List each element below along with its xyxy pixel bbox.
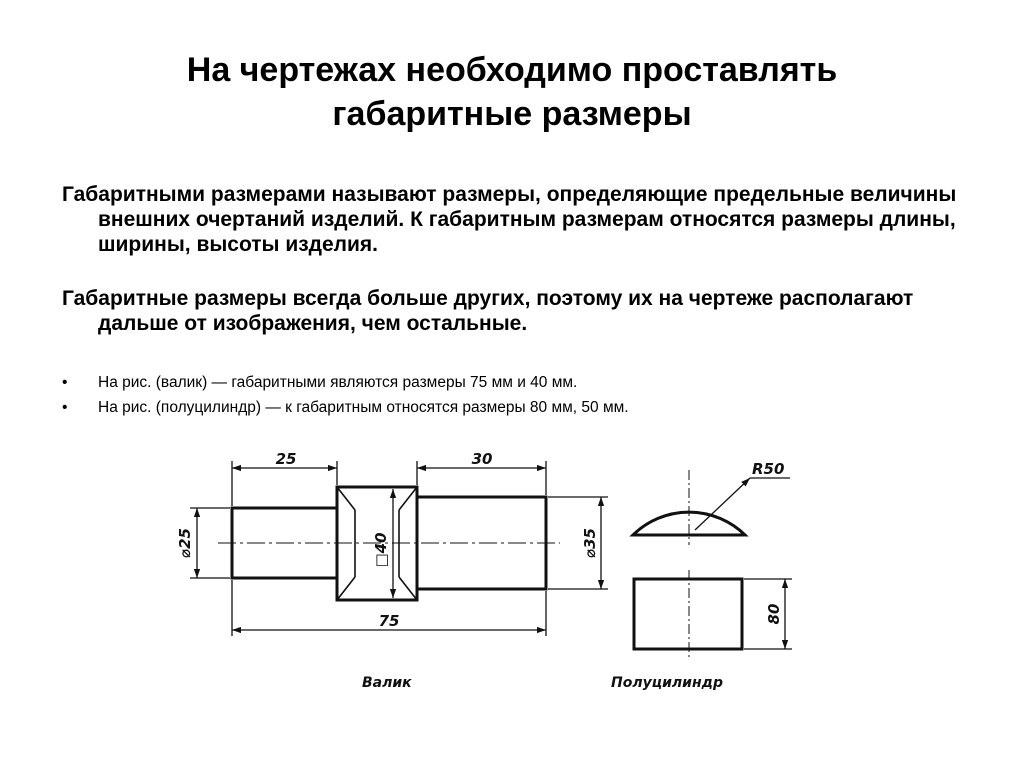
caption-half-cylinder: Полуцилиндр [611, 675, 723, 691]
bullet-text: На рис. (валик) — габаритными являются размеры 75 мм и 40 мм. [98, 374, 578, 391]
label-height: 80 [765, 603, 783, 625]
bullet-marker: • [62, 399, 68, 416]
label-left-length: 25 [275, 450, 297, 468]
label-left-diameter: ⌀25 [176, 528, 194, 558]
bullet-marker: • [62, 374, 68, 391]
label-total-length: 75 [378, 612, 400, 630]
dim-right-diameter [548, 497, 608, 589]
label-radius: R50 [752, 460, 785, 478]
label-square-size: □40 [372, 532, 390, 568]
label-right-diameter: ⌀35 [581, 528, 599, 558]
half-cylinder-drawing [633, 470, 792, 660]
label-right-length: 30 [471, 450, 493, 468]
title-line-2: габаритные размеры [332, 95, 692, 133]
bullet-item [62, 395, 962, 420]
paragraph-definition: Габаритными размерами называют размеры, определяющие предельные величины внешних очертаний изделий. К габаритным размерам относятся размеры длины, ширины, высоты изделия. [62, 183, 957, 256]
slide-title [0, 48, 1024, 136]
bullet-list [62, 370, 962, 420]
technical-drawing [0, 430, 1024, 767]
radius-leader [695, 478, 750, 530]
bullet-item [62, 370, 962, 395]
title-line-1: На чертежах необходимо проставлять [186, 51, 838, 89]
caption-shaft: Валик [362, 675, 412, 691]
shaft-drawing [190, 461, 608, 636]
bullet-text: На рис. (полуцилиндр) — к габаритным относятся размеры 80 мм, 50 мм. [98, 399, 629, 416]
paragraph-placement: Габаритные размеры всегда больше других, поэтому их на чертеже располагают дальше от изображения, чем остальные. [62, 287, 914, 335]
half-cylinder-front-view [634, 579, 742, 649]
